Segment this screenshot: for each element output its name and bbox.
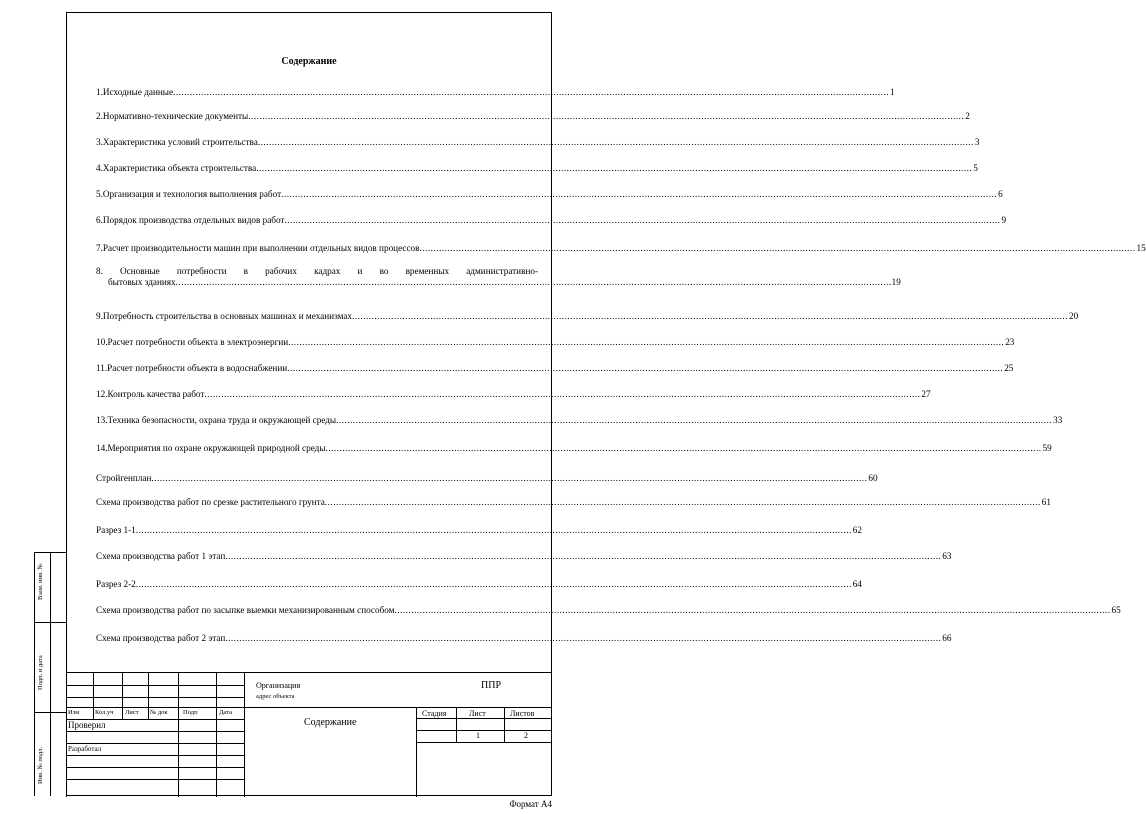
toc-item-page: 6 [998, 189, 1003, 199]
toc-leader-dots [288, 337, 1004, 348]
toc-item [96, 108, 970, 122]
toc-item-number: 13. [96, 415, 108, 425]
toc-leader-dots [248, 111, 964, 122]
toc-item [96, 334, 1015, 348]
toc-leader-dots [136, 579, 852, 590]
toc-leader-dots [352, 311, 1068, 322]
toc-leader-dots [419, 243, 1135, 254]
toc-item-number: 10. [96, 337, 108, 347]
toc-item-number: 7. [96, 243, 103, 253]
toc-item-label: Стройгенплан [96, 473, 152, 483]
toc-leader-dots [225, 633, 941, 644]
toc-item-label: Схема производства работ по срезке растительного грунта [96, 497, 325, 507]
toc-item-page: 63 [942, 551, 952, 561]
col-header-izm: Изм [68, 709, 80, 716]
toc-item-label: Техника безопасности, охрана труда и окружающей среды [107, 415, 337, 425]
toc-item-number: 1. [96, 87, 103, 97]
title-block [66, 672, 552, 796]
toc-item [96, 212, 1007, 226]
format-label: Формат А4 [509, 799, 552, 809]
toc-item-label: Организация и технология выполнения работ [102, 189, 282, 199]
toc-item [96, 84, 895, 98]
col-header-list: Лист [125, 709, 139, 716]
toc-item-label: Потребность строительства в основных машинах и механизмах [102, 311, 353, 321]
toc-item [96, 186, 1003, 200]
sheets-label: Листов [510, 709, 535, 718]
toc-item-label: Расчет потребности объекта в электроэнергии [107, 337, 289, 347]
toc-leader-dots [173, 87, 889, 98]
toc-item [96, 440, 1052, 454]
toc-item [96, 630, 952, 644]
toc-item-page: 60 [868, 473, 878, 483]
toc-item-number: 5. [96, 189, 103, 199]
toc-item-number: 8. [96, 266, 103, 276]
checked-label: Проверил [68, 720, 106, 730]
toc-item-page: 20 [1069, 311, 1079, 321]
toc-item-page: 27 [921, 389, 931, 399]
toc-item-page: 64 [852, 579, 862, 589]
toc-item-label: Характеристика условий строительства [102, 137, 258, 147]
toc-item-label: Контроль качества работ [107, 389, 205, 399]
replaced-inv-label: Взам. инв. № [37, 563, 44, 600]
toc-item-number: 9. [96, 311, 103, 321]
toc-item-page: 1 [890, 87, 895, 97]
col-header-podp: Подп [183, 709, 198, 716]
toc-item-label: Расчет потребности объекта в водоснабжении [107, 363, 288, 373]
doc-code: ППР [481, 680, 502, 691]
toc-item-page: 59 [1042, 443, 1052, 453]
col-header-doc: № док [150, 709, 168, 716]
toc-leader-dots [136, 525, 852, 536]
toc-item-page: 15 [1136, 243, 1146, 253]
toc-item-label: Разрез 1-1 [96, 525, 136, 535]
toc-leader-dots [284, 215, 1000, 226]
page-title: Содержание [281, 56, 337, 67]
toc-item [96, 266, 901, 288]
toc-item-label: Мероприятия по охране окружающей природной среды [107, 443, 326, 453]
toc-item-page: 61 [1041, 497, 1051, 507]
toc-item [96, 308, 1079, 322]
toc-item-page: 3 [974, 137, 980, 147]
toc-item-label: Основные потребности в рабочих кадрах и во временных административно- [120, 266, 539, 276]
toc-item-label: Характеристика объекта строительства [102, 163, 257, 173]
toc-leader-dots [287, 363, 1003, 374]
toc-item-page: 9 [1001, 215, 1007, 225]
toc-item-label: бытовых зданиях [108, 277, 176, 287]
toc-leader-dots [176, 277, 892, 288]
sheet-name: Содержание [304, 717, 357, 728]
toc-leader-dots [256, 163, 972, 174]
toc-item [96, 360, 1014, 374]
toc-item-page: 25 [1004, 363, 1014, 373]
toc-item-page: 2 [965, 111, 970, 121]
toc-item [96, 602, 1121, 616]
toc-item-label: Расчет производительности машин при выполнении отдельных видов процессов [102, 243, 420, 253]
toc-leader-dots [325, 497, 1041, 508]
toc-item-label: Схема производства работ 2 этап [96, 633, 226, 643]
toc-item-label: Порядок производства отдельных видов работ [102, 215, 285, 225]
toc-item [96, 548, 952, 562]
toc-leader-dots [336, 415, 1052, 426]
toc-item [96, 412, 1063, 426]
orig-inv-label: Инв. № подл. [37, 746, 44, 784]
stage-label: Стадия [422, 709, 447, 718]
toc-item-label: Схема производства работ 1 этап [96, 551, 226, 561]
toc-leader-dots [326, 443, 1042, 454]
toc-item-label: Схема производства работ по засыпке выемки механизированным способом [96, 605, 395, 615]
toc-item-page: 19 [891, 277, 901, 287]
toc-item-number: 12. [96, 389, 108, 399]
toc-leader-dots [204, 389, 920, 400]
sheets-value: 2 [524, 731, 528, 740]
sign-date-label: Подп. и дата [37, 655, 44, 690]
sheet-value: 1 [476, 731, 480, 740]
toc-item [96, 576, 862, 590]
toc-item [96, 386, 931, 400]
toc-item-page: 23 [1005, 337, 1015, 347]
toc-item-page: 66 [942, 633, 952, 643]
toc-item-label: Разрез 2-2 [96, 579, 136, 589]
col-header-date: Дата [219, 709, 232, 716]
toc-item [96, 522, 862, 536]
binding-strip [34, 552, 66, 796]
toc-item-number: 3. [96, 137, 103, 147]
toc-leader-dots [151, 473, 867, 484]
toc-item-page: 62 [852, 525, 862, 535]
toc-leader-dots [225, 551, 941, 562]
organization-label: Организация [256, 681, 301, 690]
toc-item-label: Исходные данные [102, 87, 174, 97]
toc-item-page: 65 [1111, 605, 1121, 615]
toc-item-label: Нормативно-технические документы [102, 111, 249, 121]
toc-leader-dots [258, 137, 974, 148]
toc-leader-dots [395, 605, 1111, 616]
developed-label: Разработал [68, 745, 102, 753]
toc-item-number: 6. [96, 215, 103, 225]
toc-item-number: 11. [96, 363, 108, 373]
toc-item-page: 5 [973, 163, 978, 173]
toc-leader-dots [281, 189, 997, 200]
toc-item [96, 240, 1146, 254]
toc-item [96, 470, 878, 484]
toc-item-page: 33 [1053, 415, 1063, 425]
object-address: адрес объекта [256, 693, 295, 700]
toc-item [96, 494, 1051, 508]
toc-item-number: 2. [96, 111, 103, 121]
toc-item [96, 134, 980, 148]
toc-item-number: 14. [96, 443, 108, 453]
toc-item-number: 4. [96, 163, 103, 173]
col-header-kol: Кол.уч [95, 709, 114, 716]
sheet-label: Лист [469, 709, 486, 718]
toc-item [96, 160, 978, 174]
